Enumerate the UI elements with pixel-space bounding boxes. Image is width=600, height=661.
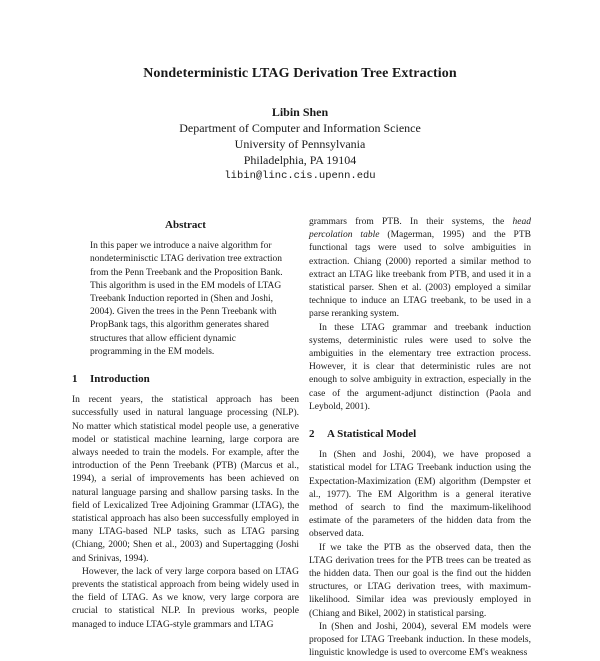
section-1-title: Introduction — [90, 373, 150, 386]
section-2-title: A Statistical Model — [327, 428, 417, 441]
intro-paragraph-1: In recent years, the statistical approach has been successfully used in natural language processing (NLP). No matter which statistical model people use, a generative model or statistical machine learning, large corpora are always needed to train the models. For example, after the introduction of the Penn Treebank (PTB) (Marcus et al., 1994), a serial of improvements has been achieved on natural language parsing and shallow parsing tasks. In the field of Lexicalized Tree Adjoining Grammar (LTAG), the statistical approach has also been successfully employed in many LTAG-based NLP tasks, such as LTAG parsing (Chiang, 2000; Shen et al., 2003) and Supertagging (Joshi and Srinivas, 1994). — [72, 395, 299, 564]
author-city: Philadelphia, PA 19104 — [243, 153, 357, 167]
section-2-paragraph-3: In (Shen and Joshi, 2004), several EM models were proposed for LTAG Treebank induction. In these models, linguistic knowledge is used to overcome EM's weakness — [309, 621, 531, 659]
head-percolation-term: head percolation table — [309, 217, 531, 241]
intro-paragraph-2: However, the lack of very large corpora based on LTAG prevents the statistical approach from being widely used in the field of LTAG. As we know, very large corpora are crucial to statistical NLP. In previous works, people managed to induce LTAG-style grammars and LTAG — [72, 566, 299, 630]
author-department: Department of Computer and Information Science — [179, 121, 421, 135]
abstract-heading: Abstract — [165, 219, 206, 231]
section-1-number: 1 — [72, 373, 78, 386]
right-paragraph-1 — [309, 216, 531, 322]
right-column — [309, 216, 531, 661]
paper-title: Nondeterministic LTAG Derivation Tree Extraction — [143, 66, 457, 81]
abstract-text: In this paper we introduce a naive algorithm for nondeterminisctic LTAG derivation tree extraction from the Penn Treebank and the Proposition Bank. This algorithm is used in the EM models of LTAG Treebank Induction reported in (Shen and Joshi, 2004). Given the trees in the Penn Treebank with PropBank tags, this algorithm generates shared structures that allow efficient dynamic programming in the EM models. — [90, 241, 283, 357]
author-block — [0, 104, 600, 184]
right-paragraph-2: In these LTAG grammar and treebank induction systems, deterministic rules were used to solve the ambiguities in the elementary tree extraction process. However, it is clear that deterministic rules are not enough to solve ambiguity in extraction, especially in the case of the argument-adjunct distinction (Paola and Leybold, 2001). — [309, 322, 531, 412]
author-email: libin@linc.cis.upenn.edu — [224, 170, 376, 182]
section-2-paragraph-1: In (Shen and Joshi, 2004), we have proposed a statistical model for LTAG Treebank induction using the Expectation-Maximization (EM) algorithm (Dempster et al., 1977). The EM Algorithm is a general iterative method of search to find the maximum-likelihood estimate of the parameters of the hidden data from the observed data. — [309, 450, 531, 540]
left-column — [72, 216, 299, 632]
section-1-heading — [72, 373, 299, 386]
right-paragraph-1b: (Magerman, 1995) and the PTB functional tags were used to solve ambiguities in extraction. Chiang (2000) reported a similar method to extract an LTAG like treebank from PTB, and used it in a statistical parser. Shen et al. (2003) employed a similar technique to induce an LTAG treebank, to be used in a parse reranking system. — [309, 230, 531, 320]
author-name: Libin Shen — [271, 105, 329, 119]
right-paragraph-1a: grammars from PTB. In their systems, the — [309, 217, 513, 227]
section-2-heading — [309, 428, 531, 441]
section-2-number: 2 — [309, 428, 315, 441]
author-university: University of Pennsylvania — [234, 137, 366, 151]
section-2-paragraph-2: If we take the PTB as the observed data, then the LTAG derivation trees for the PTB trees can be treated as the hidden data. Then our goal is the find out the hidden structures, or LTAG derivation trees, with maximum-likelihood. Similar idea was previously employed in (Chiang and Bikel, 2002) in statistical parsing. — [309, 542, 531, 619]
